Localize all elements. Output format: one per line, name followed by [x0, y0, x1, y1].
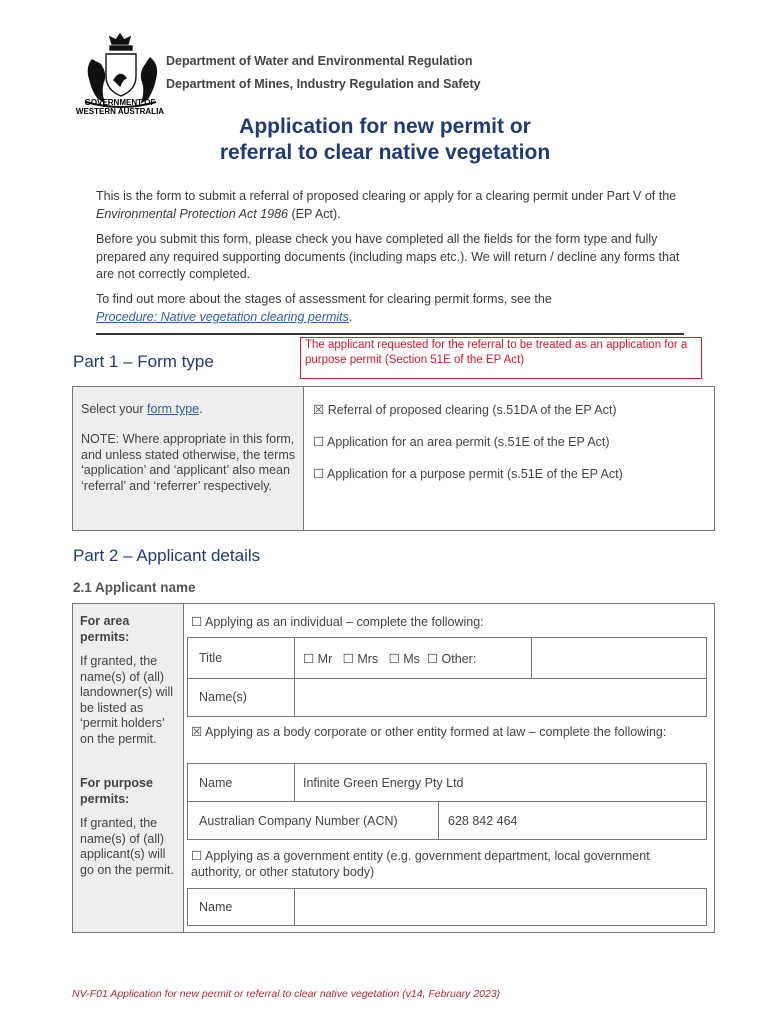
names-label: Name(s)	[199, 690, 247, 704]
checkbox-icon[interactable]: ☐	[313, 467, 325, 481]
checkbox-checked-icon[interactable]: ☒	[313, 403, 325, 417]
intro-paragraph-3: To find out more about the stages of assessment for clearing permit forms, see the Procedure: Native vegetation clearing permits.	[96, 292, 552, 324]
procedure-link[interactable]: Procedure: Native vegetation clearing permits	[96, 309, 349, 324]
option-area-permit[interactable]: ☐ Application for an area permit (s.51E of the EP Act)	[313, 435, 610, 449]
applicant-name-subheading: 2.1 Applicant name	[73, 580, 196, 595]
government-table	[187, 888, 707, 926]
footer-text: NV-F01 Application for new permit or referral to clear native vegetation (v14, February 2023)	[72, 988, 501, 1000]
government-label: GOVERNMENT OF WESTERN AUSTRALIA	[75, 98, 165, 116]
col-divider	[294, 638, 295, 716]
col-divider	[531, 638, 532, 678]
part1-heading: Part 1 – Form type	[73, 352, 214, 371]
checkbox-icon[interactable]: ☐	[313, 435, 325, 449]
area-permits-heading: For area permits:	[80, 614, 130, 644]
col-divider	[294, 889, 295, 925]
col-divider	[294, 764, 295, 801]
body-name-label: Name	[199, 776, 233, 790]
department-name-1: Department of Water and Environmental Regulation	[166, 54, 473, 68]
divider	[96, 333, 684, 335]
applicant-left-cell	[73, 604, 184, 932]
acn-label: Australian Company Number (ACN)	[199, 814, 398, 828]
form-type-link[interactable]: form type	[147, 402, 200, 416]
row-divider	[188, 801, 706, 802]
area-permits-text: If granted, the name(s) of (all) landowner(s) will be listed as ‘permit holders’ on the permit.	[80, 654, 174, 746]
part2-heading: Part 2 – Applicant details	[73, 546, 261, 565]
form-type-table	[72, 386, 715, 531]
purpose-permits-text: If granted, the name(s) of (all) applicant(s) will go on the permit.	[80, 816, 174, 877]
form-type-note: NOTE: Where appropriate in this form, and unless stated otherwise, the terms ‘application’ and ‘applicant’ also mean ‘referral’ and ‘referrer’ respectively.	[81, 432, 296, 493]
col-divider	[438, 801, 439, 839]
select-form-type-text: Select your form type.	[81, 402, 203, 416]
row-divider	[188, 678, 706, 679]
body-corporate-table	[187, 763, 707, 840]
intro-paragraph-2: Before you submit this form, please check you have completed all the fields for the form type and fully prepared any required supporting documents (including maps etc.). We will return / decline any forms that are not correctly completed.	[96, 232, 680, 281]
government-entity-option[interactable]: ☐ Applying as a government entity (e.g. government department, local government authority, or other statutory body)	[191, 849, 650, 879]
annotation-note: The applicant requested for the referral to be treated as an application for a purpose permit (Section 51E of the EP Act)	[300, 337, 702, 379]
title-options[interactable]: ☐ Mr ☐ Mrs ☐ Ms ☐ Other:	[303, 652, 477, 666]
purpose-permits-heading: For purpose permits:	[80, 776, 153, 806]
body-name-field[interactable]: Infinite Green Energy Pty Ltd	[303, 776, 464, 790]
form-type-left-cell	[73, 387, 304, 530]
body-corporate-option[interactable]: ☒ Applying as a body corporate or other entity formed at law – complete the following:	[191, 725, 667, 739]
intro-paragraph-1: This is the form to submit a referral of proposed clearing or apply for a clearing permit under Part V of the Environmental Protection Act 1986 (EP Act).	[96, 189, 677, 221]
acn-field[interactable]: 628 842 464	[448, 814, 518, 828]
page-title: Application for new permit or referral to clear native vegetation	[219, 115, 551, 164]
applicant-table	[72, 603, 715, 933]
title-label: Title	[199, 651, 223, 665]
gov-name-label: Name	[199, 900, 233, 914]
individual-table	[187, 637, 707, 717]
option-purpose-permit[interactable]: ☐ Application for a purpose permit (s.51E of the EP Act)	[313, 467, 623, 481]
department-name-2: Department of Mines, Industry Regulation and Safety	[166, 77, 481, 91]
option-referral[interactable]: ☒ Referral of proposed clearing (s.51DA of the EP Act)	[313, 403, 617, 417]
individual-option[interactable]: ☐ Applying as an individual – complete the following:	[191, 615, 484, 629]
